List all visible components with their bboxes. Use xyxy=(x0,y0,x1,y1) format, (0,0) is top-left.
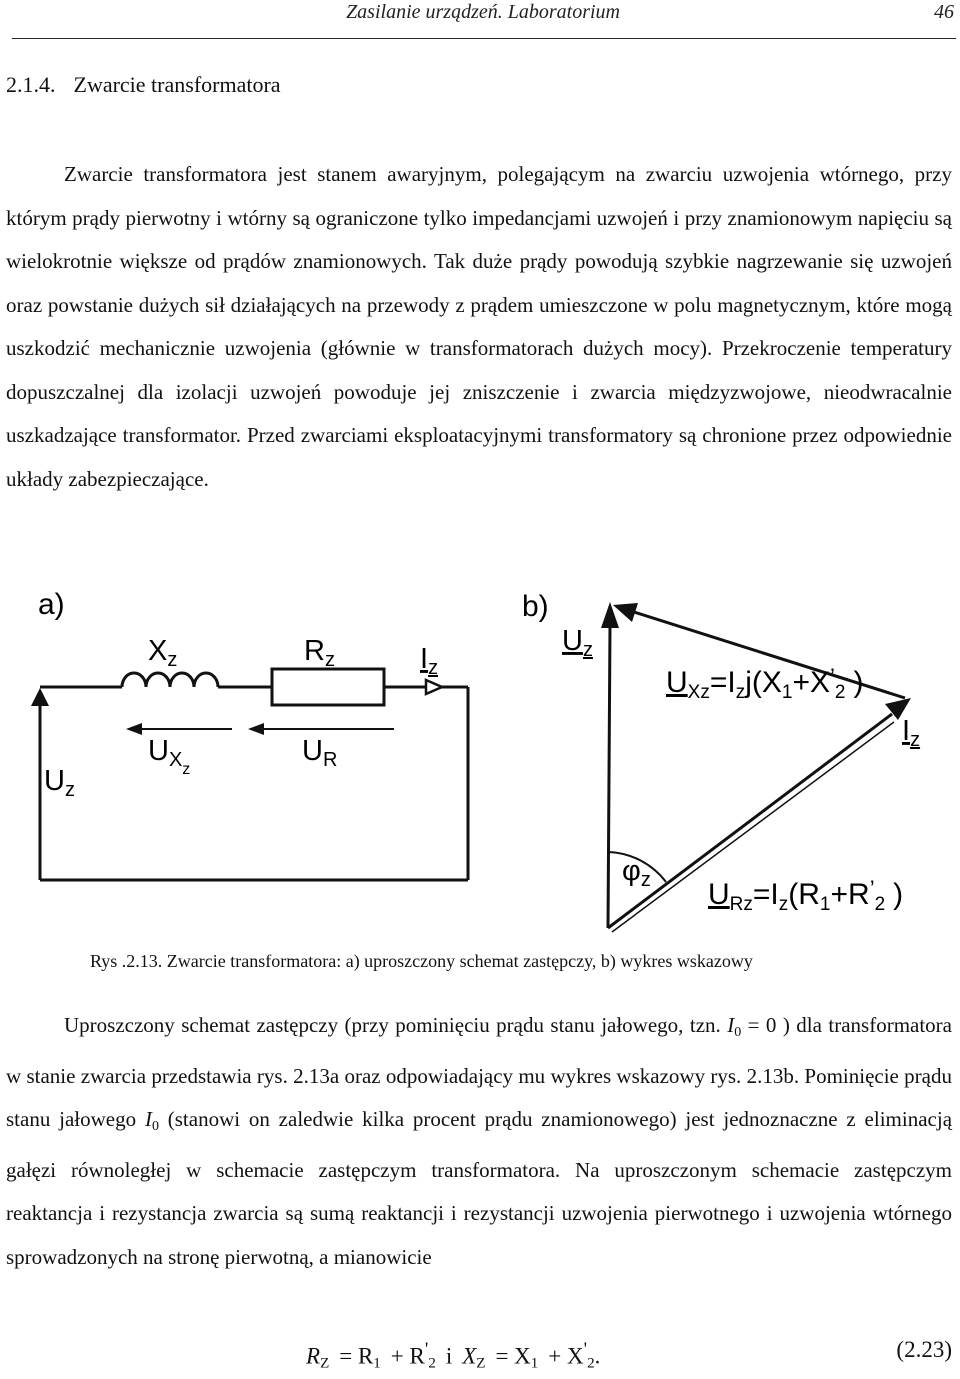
eq-r2-sub: 2 xyxy=(428,1355,436,1372)
header-title: Zasilanie urządzeń. Laboratorium xyxy=(346,1,620,23)
figure-drawing xyxy=(0,580,960,940)
eq-rz-sub: Z xyxy=(320,1355,330,1372)
header-rule xyxy=(12,38,956,39)
section-title: Zwarcie transformatora xyxy=(73,72,281,97)
eq-equals-x1: = X xyxy=(495,1343,531,1369)
part-a-label: a) xyxy=(38,588,65,621)
uz-phasor-label: $U_z$ xyxy=(562,625,593,661)
page-header xyxy=(0,0,960,40)
paragraph-intro-text: Zwarcie transformatora jest stanem awaryjnym, polegającym na zwarciu uzwojenia wtórnego, przy którym prądy pierwotny i wtórny są ograniczone tylko impedancjami uzwojeń i przy znamionowym napięciu są wielokrotnie większe od prądów znamionowych. Tak duże prądy powodują szybkie nagrzewanie się uzwojeń oraz powstanie dużych sił działających na przewody z prądem umieszczone w polu magnetycznym, które mogą uszkodzić mechanicznie uzwojenia (głównie w transformatorach dużych mocy). Przekroczenie temperatury dopuszczalnej dla izolacji uzwojeń powoduje jej zniszczenie i zwarcia międzyzwojowe, nieodwracalnie uszkadzające transformator. Przed zwarciami eksploatacyjnymi transformatory są chronione przez odpowiednie układy zabezpieczające. xyxy=(6,162,952,491)
uxz-phasor-arrowhead xyxy=(613,603,638,622)
source-label: $U_z$ xyxy=(44,765,75,801)
eq-xz-sub: Z xyxy=(476,1355,486,1372)
ux-arrow-head xyxy=(126,723,142,735)
urz-phasor-label: $U_{Rz}=I_z(R_1+R^’_2$ ) xyxy=(708,876,904,915)
paragraph-explanation-part3: (stanowi on zaledwie kilka procent prądu znamionowego) jest jednoznaczne z eliminacją gałęzi równoległej w schemacie zastępczym transformatora. Na uproszczonym schemacie zastępczym reaktancja i rezystancja zwarcia są sumą reaktancji i rezystancji uzwojenia pierwotnego i uzwojenia wtórnego sprowadzonych na stronę pierwotną, a mianowicie xyxy=(6,1107,953,1269)
eq-rz: R xyxy=(306,1343,321,1369)
eq-conj: i xyxy=(445,1343,453,1369)
page-number: 46 xyxy=(934,1,954,23)
equation-number: (2.23) xyxy=(896,1337,952,1362)
ur-label: $U_R$ xyxy=(302,735,338,771)
figure-caption: Rys .2.13. Zwarcie transformatora: a) uproszczony schemat zastępczy, b) wykres wskazowy xyxy=(90,951,753,971)
resistor-box xyxy=(272,669,384,705)
eq-xz: X xyxy=(462,1343,477,1369)
ur-arrow-head xyxy=(248,723,264,735)
eq-equals-r1: = R xyxy=(339,1343,374,1369)
eq-plus-r2: + R xyxy=(390,1343,425,1369)
math-i0-var: I xyxy=(727,1013,735,1037)
paragraph-explanation-part1: Uproszczony schemat zastępczy (przy pominięciu prądu stanu jałowego, tzn. xyxy=(64,1013,721,1037)
section-heading xyxy=(6,72,281,98)
paragraph-intro xyxy=(6,153,952,501)
math-i0b-var: I xyxy=(144,1107,152,1131)
inductor-coil xyxy=(122,673,218,687)
current-label: $I_z$ xyxy=(420,643,439,679)
ux-label: $U_{Xz}$ xyxy=(148,735,191,778)
section-number: 2.1.4. xyxy=(6,72,56,97)
uxz-phasor-label: $U_{Xz}=I_zj(X_1+X^’_2$ ) xyxy=(666,664,864,703)
eq-r1-sub: 1 xyxy=(373,1355,381,1372)
source-voltage-arrowhead xyxy=(31,688,49,706)
math-i0b-sub: 0 xyxy=(151,1119,159,1134)
resistance-label: $R_z$ xyxy=(304,635,335,671)
math-i0-rest: = 0 xyxy=(747,1013,777,1037)
math-i0-sub: 0 xyxy=(734,1025,742,1040)
part-b-label: b) xyxy=(522,590,549,623)
phi-label: $\varphi_z$ xyxy=(622,855,651,891)
paragraph-explanation xyxy=(6,1004,952,1279)
eq-x2-sub: 2 xyxy=(587,1355,595,1372)
figure-2-13 xyxy=(0,580,960,940)
eq-r2-prime: ' xyxy=(424,1339,429,1360)
paragraph-explanation-part2: ) dla transformatora w stanie zwarcia przedstawia rys. 2.13a oraz odpowiadający mu wykres wskazowy rys. 2.13b. Pominięcie prądu stanu jałowego xyxy=(6,1013,952,1131)
current-arrow xyxy=(426,680,442,694)
eq-end: . xyxy=(594,1343,601,1369)
iz-phasor-label: $I_z$ xyxy=(902,715,921,751)
eq-plus-x2: + X xyxy=(548,1343,584,1369)
eq-x2-prime: ' xyxy=(583,1339,588,1360)
uz-phasor-line xyxy=(608,626,610,928)
eq-x1-sub: 1 xyxy=(530,1355,539,1372)
equation-2-23 xyxy=(306,1335,600,1379)
reactance-label: $X_z$ xyxy=(148,635,178,671)
